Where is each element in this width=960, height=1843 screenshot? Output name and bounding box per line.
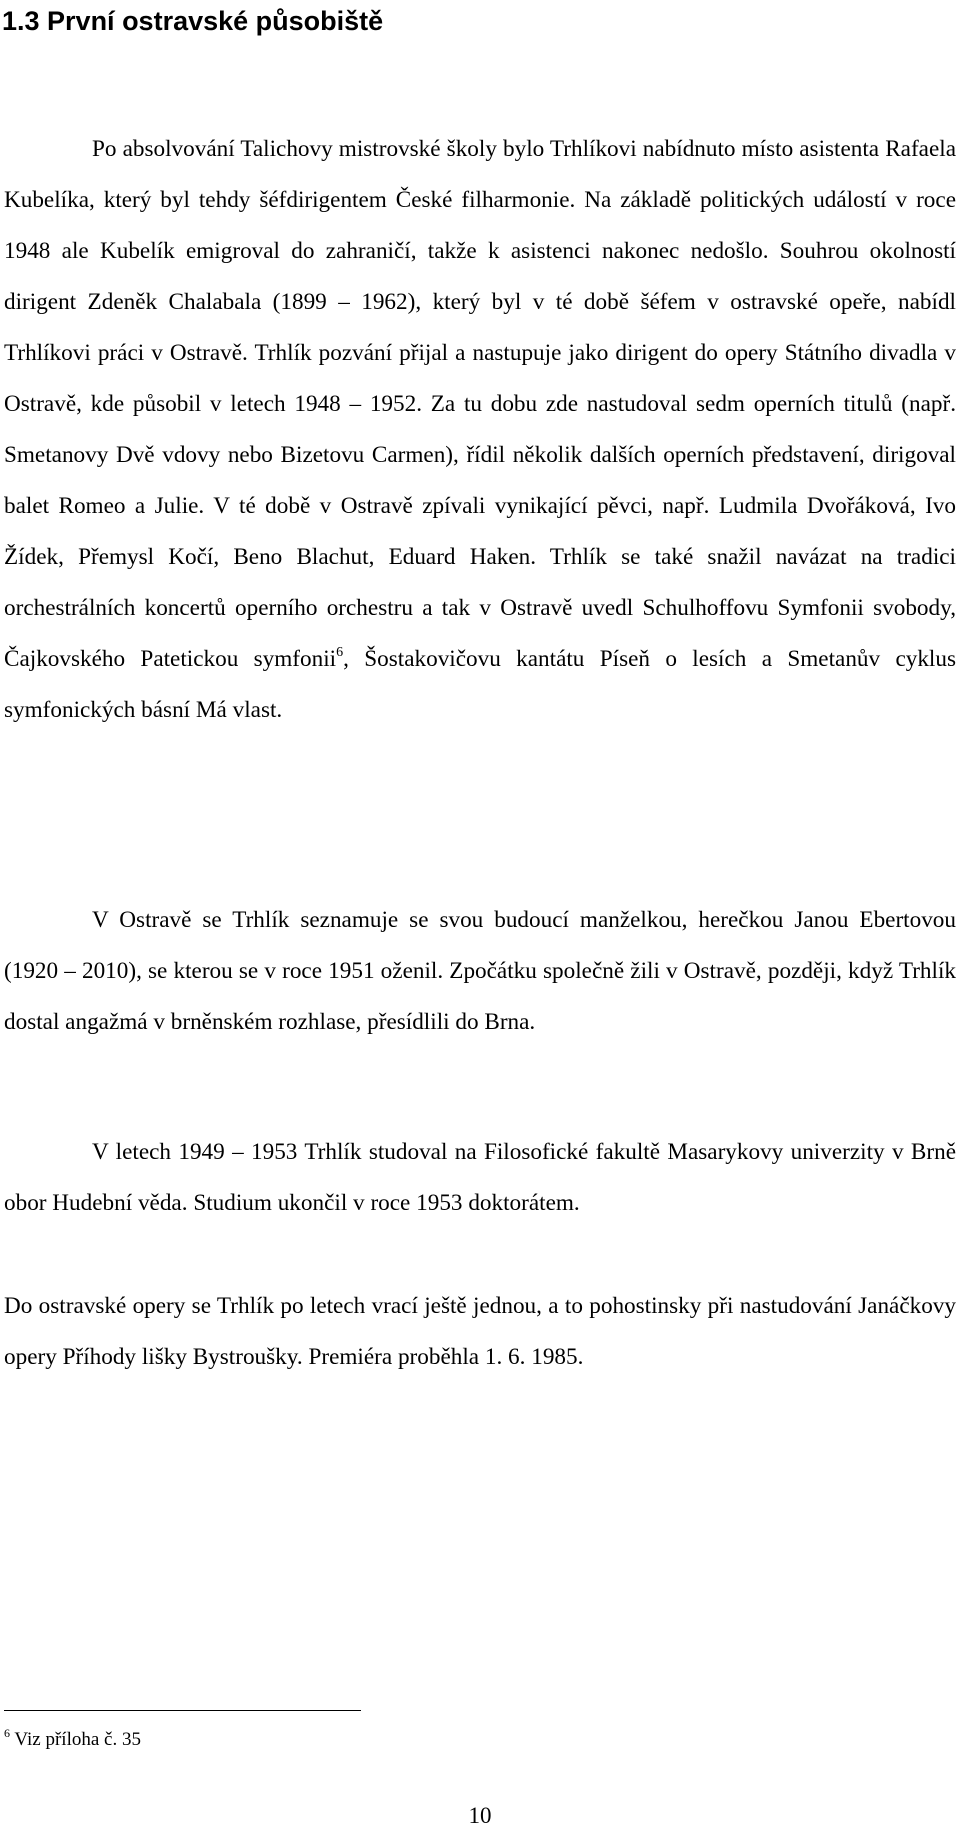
paragraph-text: Po absolvování Talichovy mistrovské školy bylo Trhlíkovi nabídnuto místo asistenta Rafaela Kubelíka, který byl tehdy šéfdirigentem České filharmonie. Na základě politických událostí v roce 1948 ale Kubelík emigroval do zahraničí, takže k asistenci nakonec nedošlo. Souhrou okolností dirigent Zdeněk Chalabala (1899 – 1962), který byl v té době šéfem v ostravské opeře, nabídl Trhlíkovi práci v Ostravě. Trhlík pozvání přijal a nastupuje jako dirigent do opery Státního divadla v Ostravě, kde působil v letech 1948 – 1952. Za tu dobu zde nastudoval sedm operních titulů (např. Smetanovy Dvě vdovy nebo Bizetovu Carmen), řídil několik dalších operních představení, dirigoval balet Romeo a Julie. V té době v Ostravě zpívali vynikající pěvci, např. Ludmila Dvořáková, Ivo Žídek, Přemysl Kočí, Beno Blachut, Eduard Haken. Trhlík se také snažil navázat na tradici orchestrálních koncertů operního orchestru a tak v Ostravě uvedl Schulhoffovu Symfonii svobody, Čajkovského Patetickou symfonii: [4, 136, 956, 672]
footnote: [4, 1725, 141, 1755]
paragraph-studies: V letech 1949 – 1953 Trhlík studoval na Filosofické fakultě Masarykovy univerzity v Brně obor Hudební věda. Studium ukončil v roce 1953 doktorátem.: [4, 1139, 956, 1216]
section-heading: 1.3 První ostravské působiště: [2, 6, 384, 36]
footnote-text: Viz příloha č. 35: [14, 1729, 141, 1750]
paragraph-ebertova: V Ostravě se Trhlík seznamuje se svou budoucí manželkou, herečkou Janou Ebertovou (1920 – 2010), se kterou se v roce 1951 oženil. Zpočátku společně žili v Ostravě, později, když Trhlík dostal angažmá v brněnském rozhlase, přesídlili do Brna.: [4, 907, 956, 1035]
paragraph-return-ostrava: Do ostravské opery se Trhlík po letech vrací ještě jednou, a to pohostinsky při nastudování Janáčkovy opery Příhody lišky Bystroušky. Premiéra proběhla 1. 6. 1985.: [4, 1293, 956, 1370]
footnote-reference[interactable]: 6: [336, 645, 344, 660]
paragraph-chalabala-ostrava: [4, 124, 956, 736]
page-number: 10: [468, 1803, 492, 1828]
paragraph-text: , Šostakovičovu kantátu Píseň o lesích a Smetanův cyklus symfonických básní Má vlast.: [4, 646, 956, 723]
footnote-number: 6: [4, 1726, 10, 1740]
footnote-divider: [4, 1710, 361, 1711]
